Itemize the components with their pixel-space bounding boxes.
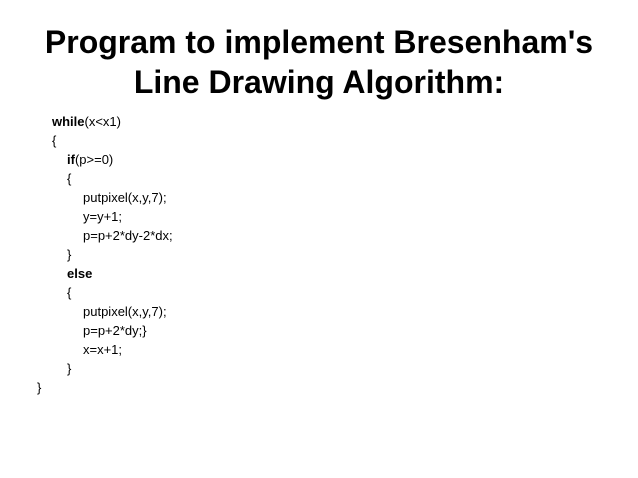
keyword-while: while — [52, 114, 85, 129]
code-line-else: else — [67, 266, 93, 281]
title-line-2: Line Drawing Algorithm: — [133, 64, 505, 100]
code-line-open-if: { — [67, 171, 72, 186]
code-line-if-stmt-3: p=p+2*dy-2*dx; — [83, 228, 173, 243]
code-line-else-stmt-1: putpixel(x,y,7); — [83, 304, 167, 319]
code-line-close-outer: } — [37, 380, 42, 395]
code-line-open-else: { — [67, 285, 72, 300]
if-condition: (p>=0) — [74, 152, 114, 167]
code-line-close-else: } — [67, 361, 72, 376]
code-line-open-outer: { — [52, 133, 57, 148]
code-line-if — [67, 150, 113, 169]
code-line-close-if: } — [67, 247, 72, 262]
keyword-if: if — [67, 152, 75, 167]
title-line-1: Program to implement Bresenham's — [44, 24, 594, 60]
code-line-while — [52, 112, 121, 131]
code-line-if-stmt-2: y=y+1; — [83, 209, 123, 224]
slide-title — [0, 22, 638, 102]
code-line-else-stmt-2: p=p+2*dy;} — [83, 323, 147, 338]
code-line-else-stmt-3: x=x+1; — [83, 342, 123, 357]
while-condition: (x<x1) — [84, 114, 121, 129]
code-line-if-stmt-1: putpixel(x,y,7); — [83, 190, 167, 205]
